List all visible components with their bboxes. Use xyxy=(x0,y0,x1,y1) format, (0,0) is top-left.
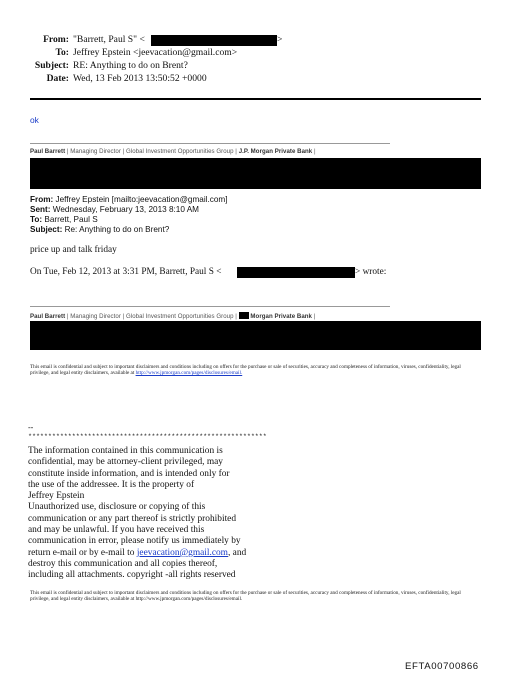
quoted-to-value: Barrett, Paul S xyxy=(44,215,98,224)
separator-stars: ************************************************************ xyxy=(28,433,267,441)
signature-rule-1 xyxy=(30,143,390,144)
quoted-to-label: To: xyxy=(30,215,43,224)
quoted-sent-label: Sent: xyxy=(30,205,51,214)
disclaimer-1 xyxy=(30,364,480,377)
notice-line-5: Jeffrey Epstein xyxy=(28,491,85,502)
notice-email-link[interactable]: jeevacation@gmail.com xyxy=(136,547,228,558)
header-subject-row xyxy=(0,60,188,71)
notice-line-4: the use of the addressee. It is the property of xyxy=(28,479,195,490)
signature-1 xyxy=(30,148,316,155)
on-wrote-line-start: On Tue, Feb 12, 2013 at 3:31 PM, Barrett, Paul S < xyxy=(30,267,222,277)
reply-text: ok xyxy=(30,115,39,125)
to-label: To: xyxy=(55,47,69,58)
notice-line-3: constitute inside information, and is intended only for xyxy=(28,468,230,479)
notice-line-8: and may be unlawful. If you have received this xyxy=(28,525,205,536)
quoted-sent-row xyxy=(30,205,199,214)
quoted-subject-value: Re: Anything to do on Brent? xyxy=(64,225,170,234)
signature-role: | Managing Director | Global Investment Opportunities Group | xyxy=(65,148,239,155)
notice-line-12: including all attachments. copyright -all rights reserved xyxy=(28,570,236,581)
quoted-from-row xyxy=(30,195,227,204)
on-wrote-line-end: > wrote: xyxy=(355,267,387,277)
redaction-signature-initial xyxy=(239,312,249,319)
from-value: "Barrett, Paul S" < xyxy=(73,34,145,45)
bates-number: EFTA00700866 xyxy=(405,661,479,672)
signature-2 xyxy=(30,312,315,320)
redaction-signature-block-1 xyxy=(30,158,481,189)
subject-label: Subject: xyxy=(34,60,69,71)
message-body: price up and talk friday xyxy=(30,245,117,255)
header-date-row xyxy=(0,73,207,84)
quoted-subject-label: Subject: xyxy=(30,225,63,234)
notice-line-1: The information contained in this communication is xyxy=(28,446,223,456)
from-label: From: xyxy=(43,34,69,45)
quoted-to-row xyxy=(30,215,98,224)
signature-name: Paul Barrett xyxy=(30,148,66,155)
date-value: Wed, 13 Feb 2013 13:50:52 +0000 xyxy=(73,73,207,84)
redaction-signature-block-2 xyxy=(30,321,481,350)
quoted-from-value: Jeffrey Epstein [mailto:jeevacation@gmail.com] xyxy=(55,195,228,204)
signature-bank: J.P. Morgan Private Bank xyxy=(238,148,313,155)
notice-line-6: Unauthorized use, disclosure or copying of this xyxy=(28,502,206,513)
signature-2-role: | Managing Director | Global Investment Opportunities Group | xyxy=(65,313,239,320)
header-divider xyxy=(30,98,481,100)
redaction-quoted-email xyxy=(237,267,355,278)
notice-line-9: communication in error, please notify us immediately by xyxy=(28,536,241,547)
notice-line-10 xyxy=(28,548,246,559)
to-value: Jeffrey Epstein <jeevacation@gmail.com> xyxy=(73,47,238,58)
separator-dashes: -- xyxy=(28,423,34,432)
signature-2-bank: Morgan Private Bank xyxy=(248,313,312,320)
disclaimer-1-link[interactable]: http://www.jpmorgan.com/pages/disclosures/email. xyxy=(135,370,243,377)
notice-line-7: communication or any part thereof is strictly prohibited xyxy=(28,513,237,524)
quoted-sent-value: Wednesday, February 13, 2013 8:10 AM xyxy=(52,205,199,214)
quoted-from-label: From: xyxy=(30,195,54,204)
date-label: Date: xyxy=(46,73,69,84)
subject-value: RE: Anything to do on Brent? xyxy=(73,60,188,71)
notice-line-11: destroy this communication and all copies thereof, xyxy=(28,558,218,569)
notice-line-10-end: , and xyxy=(227,547,247,558)
notice-line-10-start: return e-mail or by e-mail to xyxy=(28,547,137,558)
disclaimer-2: This email is confidential and subject to important disclaimers and conditions including on offers for the purchase or sale of securities, accuracy and completeness of information, viruses, confidentiality, legal privilege, and legal entity disclaimers, available at http://www.jpmorgan.com/pages/disclosures/email. xyxy=(30,590,461,603)
quoted-subject-row xyxy=(30,225,169,234)
header-to-row xyxy=(0,47,237,58)
header-from-row xyxy=(0,34,145,45)
confidentiality-notice xyxy=(28,446,246,582)
disclaimer-1-text: This email is confidential and subject to important disclaimers and conditions including on offers for the purchase or sale of securities, accuracy and completeness of information, viruses, confidentiality, legal privilege, and legal entity disclaimers, available at xyxy=(30,364,461,377)
signature-2-trailing: | xyxy=(312,313,316,320)
redaction-from-email xyxy=(151,35,277,46)
signature-rule-2 xyxy=(30,306,390,307)
signature-trailing: | xyxy=(312,148,316,155)
notice-line-2: confidential, may be attorney-client privileged, may xyxy=(28,457,223,468)
from-tail: > xyxy=(277,34,283,45)
signature-2-name: Paul Barrett xyxy=(30,313,66,320)
